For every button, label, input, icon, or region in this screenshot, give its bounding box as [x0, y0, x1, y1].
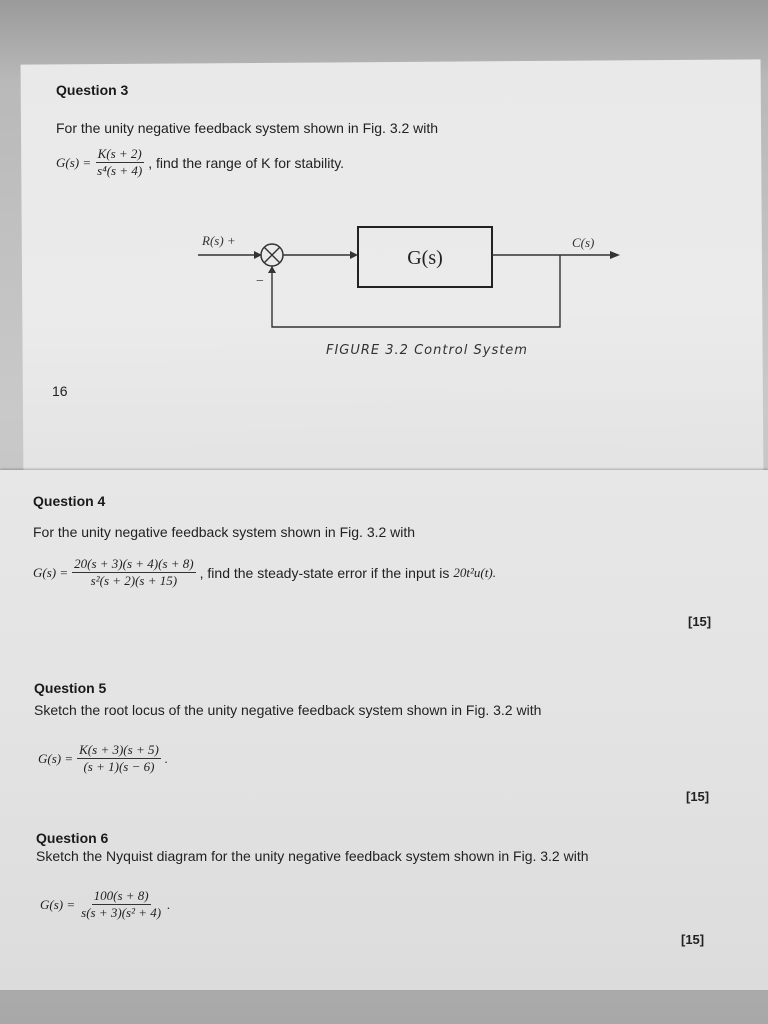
minus-sign: − [256, 274, 264, 289]
question-6-marks: [15] [681, 932, 705, 947]
equation-denominator: (s + 1)(s − 6) [83, 759, 155, 774]
equation-fraction [95, 146, 144, 179]
output-arrow [610, 251, 620, 259]
question-4-marks: [15] [688, 614, 712, 629]
equation-lhs: G(s) = [33, 564, 69, 580]
summing-junction-icon [261, 244, 283, 266]
equation-suffix: , find the steady-state error if the input is [199, 564, 450, 581]
equation-numerator: K(s + 2) [97, 146, 142, 161]
equation-denominator: s(s + 3)(s² + 4) [81, 905, 162, 920]
equation-fraction [77, 742, 161, 775]
question-5-marks: [15] [686, 789, 710, 804]
input-expression: 20t²u(t). [453, 564, 496, 580]
equation-lhs: G(s) = [38, 750, 74, 766]
equation-suffix: . [164, 750, 169, 766]
question-3-text: For the unity negative feedback system shown in Fig. 3.2 with [56, 120, 439, 136]
equation-lhs: G(s) = [40, 896, 76, 912]
question-5-text: Sketch the root locus of the unity negative feedback system shown in Fig. 3.2 with [34, 702, 542, 718]
equation-numerator: 100(s + 8) [93, 888, 149, 903]
question-4-equation [33, 556, 496, 589]
block-diagram [190, 215, 630, 340]
question-6-equation [40, 888, 170, 921]
question-3-equation [56, 146, 344, 179]
equation-numerator: K(s + 3)(s + 5) [79, 742, 159, 757]
question-6-text: Sketch the Nyquist diagram for the unity negative feedback system shown in Fig. 3.2 with [36, 848, 589, 864]
question-5-equation [38, 742, 168, 775]
question-6-title: Question 6 [36, 830, 109, 846]
question-5-title: Question 5 [34, 680, 107, 696]
plant-block-label: G(s) [407, 247, 443, 269]
input-label: R(s) + [202, 233, 236, 248]
question-3-title: Question 3 [56, 82, 129, 98]
equation-numerator: 20(s + 3)(s + 4)(s + 8) [74, 556, 194, 571]
equation-denominator: s²(s + 2)(s + 15) [90, 573, 178, 588]
equation-suffix: . [167, 896, 171, 912]
question-3-marks: 16 [52, 383, 68, 399]
question-4-title: Question 4 [33, 493, 106, 509]
output-label: C(s) [572, 235, 595, 250]
question-4-text: For the unity negative feedback system shown in Fig. 3.2 with [33, 524, 416, 540]
feedback-arrow [268, 266, 276, 273]
equation-lhs: G(s) = [56, 154, 92, 170]
figure-caption: FIGURE 3.2 Control System [326, 343, 528, 358]
equation-fraction [79, 888, 163, 921]
equation-fraction [72, 556, 195, 589]
error-arrow [350, 251, 358, 259]
equation-denominator: s⁴(s + 4) [97, 163, 143, 178]
equation-suffix: , find the range of K for stability. [148, 154, 345, 171]
